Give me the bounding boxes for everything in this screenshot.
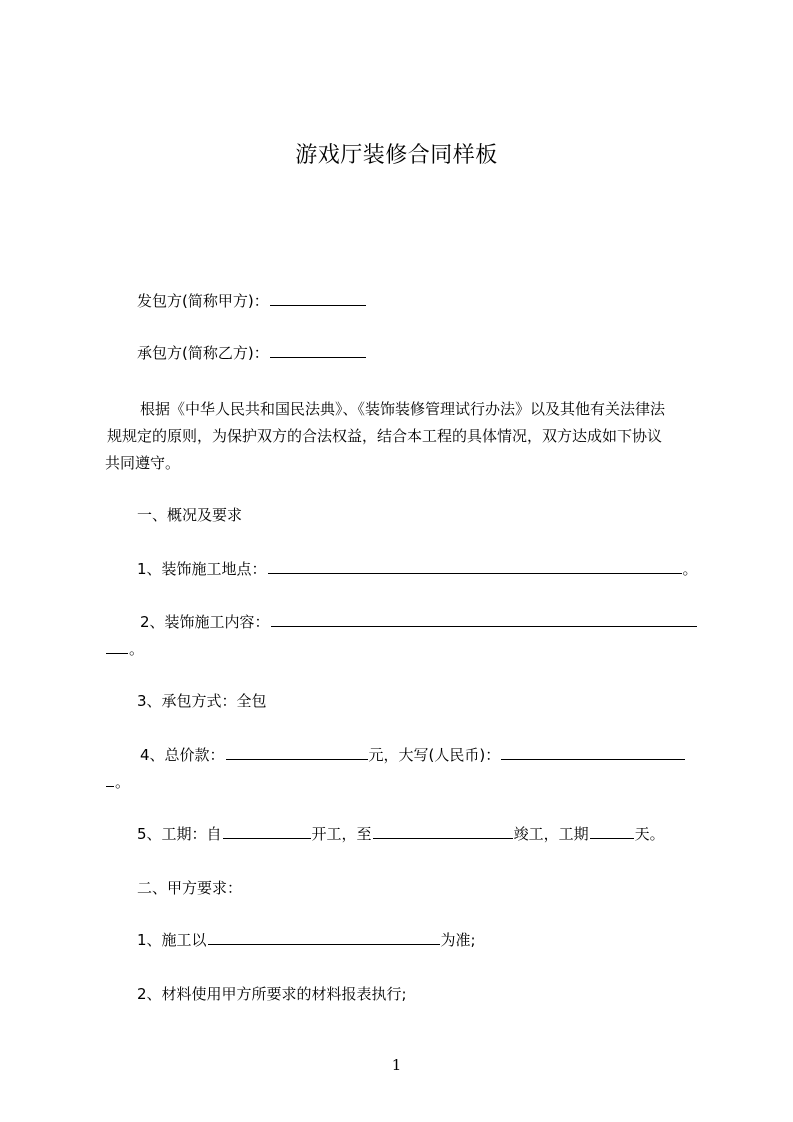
req-1-label: 1、施工以	[137, 931, 207, 949]
item-5-mid-2: 竣工，工期	[513, 825, 589, 843]
item-5-line	[137, 823, 737, 845]
item-2-blank	[271, 611, 697, 627]
item-4-mid: 元，大写(人民币)：	[368, 746, 501, 764]
item-4-blank-cont	[106, 771, 114, 787]
preamble-line-1: 根据《中华人民共和国民法典》、《装饰装修管理试行办法》以及其他有关法律法	[140, 400, 666, 418]
party-a-label: 发包方(简称甲方)：	[137, 292, 269, 310]
item-4-words-blank	[501, 744, 685, 760]
item-5-label: 5、工期：自	[137, 825, 222, 843]
party-a-blank	[270, 290, 366, 306]
document-title: 游戏厅装修合同样板	[295, 143, 498, 168]
item-4-line	[140, 744, 740, 766]
party-a-line	[137, 290, 737, 312]
item-5-end-blank	[373, 823, 513, 839]
party-b-blank	[270, 342, 366, 358]
item-1-blank	[268, 558, 682, 574]
req-1-end: 为准;	[440, 931, 476, 949]
req-1-line	[137, 929, 737, 951]
item-1-line	[137, 558, 737, 580]
item-5-mid-1: 开工，至	[311, 825, 372, 843]
item-2-end: 。	[129, 640, 145, 658]
item-4-amount-blank	[226, 744, 368, 760]
item-2-line-cont	[105, 638, 705, 660]
item-1-label: 1、装饰施工地点：	[137, 560, 267, 578]
item-5-start-blank	[223, 823, 311, 839]
item-4-line-cont	[105, 771, 705, 793]
party-b-label: 承包方(简称乙方)：	[137, 344, 269, 362]
item-3-line: 3、承包方式：全包	[137, 692, 267, 710]
page-number: 1	[391, 1056, 402, 1074]
item-5-end: 天。	[634, 825, 665, 843]
item-1-end: 。	[682, 560, 698, 578]
item-5-days-blank	[590, 823, 634, 839]
section-2-heading: 二、甲方要求：	[137, 879, 243, 897]
item-2-label: 2、装饰施工内容：	[140, 613, 270, 631]
preamble-line-3: 共同遵守。	[105, 454, 181, 472]
item-4-end: 。	[115, 773, 131, 791]
item-2-line	[140, 611, 740, 633]
preamble-line-2: 规规定的原则，为保护双方的合法权益，结合本工程的具体情况，双方达成如下协议	[107, 427, 663, 445]
section-1-heading: 一、概况及要求	[137, 506, 243, 524]
item-2-blank-cont	[106, 638, 128, 654]
party-b-line	[137, 342, 737, 364]
req-1-blank	[208, 929, 440, 945]
item-4-label: 4、总价款：	[140, 746, 225, 764]
req-2-line: 2、材料使用甲方所要求的材料报表执行;	[137, 985, 407, 1003]
